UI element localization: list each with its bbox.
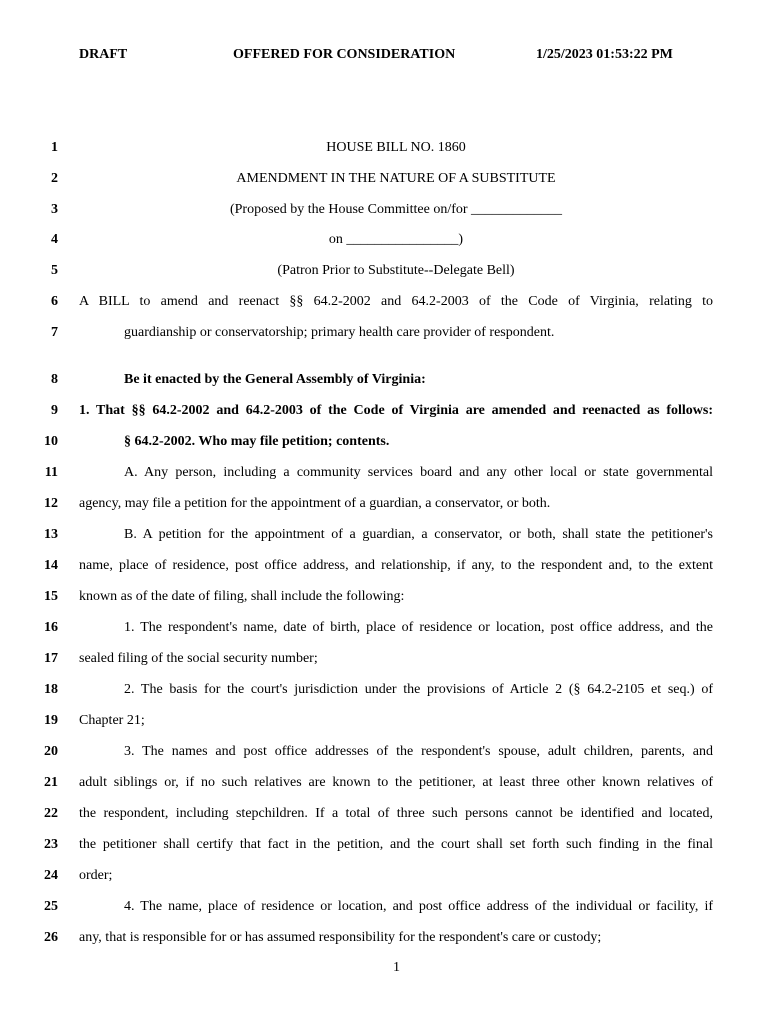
line bbox=[0, 463, 770, 483]
line-number: 26 bbox=[44, 930, 58, 945]
line-number: 9 bbox=[51, 403, 58, 418]
line-number: 5 bbox=[51, 263, 58, 278]
line bbox=[0, 711, 770, 731]
line-number: 13 bbox=[44, 527, 58, 542]
patron: (Patron Prior to Substitute--Delegate Bell) bbox=[277, 263, 515, 278]
page-number: 1 bbox=[393, 960, 400, 975]
paragraph-text: known as of the date of filing, shall include the following: bbox=[79, 589, 405, 604]
line-number: 25 bbox=[44, 899, 58, 914]
paragraph-text: the respondent, including stepchildren. If a total of three such persons cannot be identified and located, bbox=[79, 806, 713, 821]
line bbox=[0, 230, 770, 250]
line bbox=[0, 370, 770, 390]
line-number: 6 bbox=[51, 294, 58, 309]
line-number: 22 bbox=[44, 806, 58, 821]
paragraph-text: 2. The basis for the court's jurisdiction under the provisions of Article 2 (§ 64.2-2105 et seq.) of bbox=[124, 682, 713, 697]
paragraph-text: B. A petition for the appointment of a guardian, a conservator, or both, shall state the petitioner's bbox=[124, 527, 713, 542]
line bbox=[0, 556, 770, 576]
paragraph-text: Chapter 21; bbox=[79, 713, 145, 728]
line bbox=[0, 494, 770, 514]
paragraph-text: adult siblings or, if no such relatives are known to the petitioner, at least three other known relatives of bbox=[79, 775, 713, 790]
draft-label: DRAFT bbox=[79, 47, 128, 62]
paragraph-text: any, that is responsible for or has assumed responsibility for the respondent's care or custody; bbox=[79, 930, 602, 945]
line-number: 19 bbox=[44, 713, 58, 728]
bill-description: A BILL to amend and reenact §§ 64.2-2002 and 64.2-2003 of the Code of Virginia, relating to bbox=[79, 294, 713, 309]
line bbox=[0, 835, 770, 855]
line-number: 23 bbox=[44, 837, 58, 852]
amendment-heading: AMENDMENT IN THE NATURE OF A SUBSTITUTE bbox=[236, 171, 556, 186]
enacting-clause: Be it enacted by the General Assembly of Virginia: bbox=[124, 372, 426, 387]
bill-description-cont: guardianship or conservatorship; primary health care provider of respondent. bbox=[124, 325, 555, 340]
bill-title: HOUSE BILL NO. 1860 bbox=[326, 140, 466, 155]
line bbox=[0, 773, 770, 793]
line-number: 12 bbox=[44, 496, 58, 511]
line bbox=[0, 292, 770, 312]
line bbox=[0, 587, 770, 607]
paragraph-text: name, place of residence, post office address, and relationship, if any, to the respondent and, to the extent bbox=[79, 558, 713, 573]
line-number: 15 bbox=[44, 589, 58, 604]
line bbox=[0, 804, 770, 824]
paragraph-text: 3. The names and post office addresses of the respondent's spouse, adult children, parents, and bbox=[124, 744, 713, 759]
line-number: 1 bbox=[51, 140, 58, 155]
line bbox=[0, 649, 770, 669]
paragraph-text: agency, may file a petition for the appointment of a guardian, a conservator, or both. bbox=[79, 496, 551, 511]
line bbox=[0, 401, 770, 421]
line-number: 8 bbox=[51, 372, 58, 387]
line-number: 2 bbox=[51, 171, 58, 186]
line-number: 20 bbox=[44, 744, 58, 759]
line bbox=[0, 525, 770, 545]
line-number: 4 bbox=[51, 232, 58, 247]
line bbox=[0, 742, 770, 762]
line bbox=[0, 323, 770, 343]
proposed-by: (Proposed by the House Committee on/for _____________ bbox=[229, 202, 563, 217]
line-number: 21 bbox=[44, 775, 58, 790]
offered-label: OFFERED FOR CONSIDERATION bbox=[233, 47, 456, 62]
paragraph-text: 1. The respondent's name, date of birth, place of residence or location, post office address, and the bbox=[124, 620, 713, 635]
line-number: 7 bbox=[51, 325, 58, 340]
line bbox=[0, 261, 770, 281]
paragraph-text: A. Any person, including a community services board and any other local or state governmental bbox=[124, 465, 713, 480]
timestamp: 1/25/2023 01:53:22 PM bbox=[536, 47, 673, 62]
line bbox=[0, 169, 770, 189]
section-heading: § 64.2-2002. Who may file petition; contents. bbox=[124, 434, 390, 449]
amend-clause: 1. That §§ 64.2-2002 and 64.2-2003 of the Code of Virginia are amended and reenacted as follows: bbox=[79, 403, 713, 418]
line bbox=[0, 200, 770, 220]
line-number: 14 bbox=[44, 558, 58, 573]
line-number: 11 bbox=[44, 465, 58, 480]
line bbox=[0, 618, 770, 638]
line bbox=[0, 432, 770, 452]
proposed-on: on ________________) bbox=[328, 232, 464, 247]
line-number: 17 bbox=[44, 651, 58, 666]
line-number: 16 bbox=[44, 620, 58, 635]
line bbox=[0, 138, 770, 158]
paragraph-text: sealed filing of the social security number; bbox=[79, 651, 318, 666]
line-number: 18 bbox=[44, 682, 58, 697]
paragraph-text: order; bbox=[79, 868, 113, 883]
line-number: 10 bbox=[44, 434, 58, 449]
paragraph-text: the petitioner shall certify that fact in the petition, and the court shall set forth such finding in the final bbox=[79, 837, 713, 852]
line bbox=[0, 928, 770, 948]
line bbox=[0, 680, 770, 700]
line-number: 24 bbox=[44, 868, 58, 883]
line bbox=[0, 897, 770, 917]
line bbox=[0, 866, 770, 886]
line-number: 3 bbox=[51, 202, 58, 217]
paragraph-text: 4. The name, place of residence or location, and post office address of the individual or facility, if bbox=[124, 899, 713, 914]
